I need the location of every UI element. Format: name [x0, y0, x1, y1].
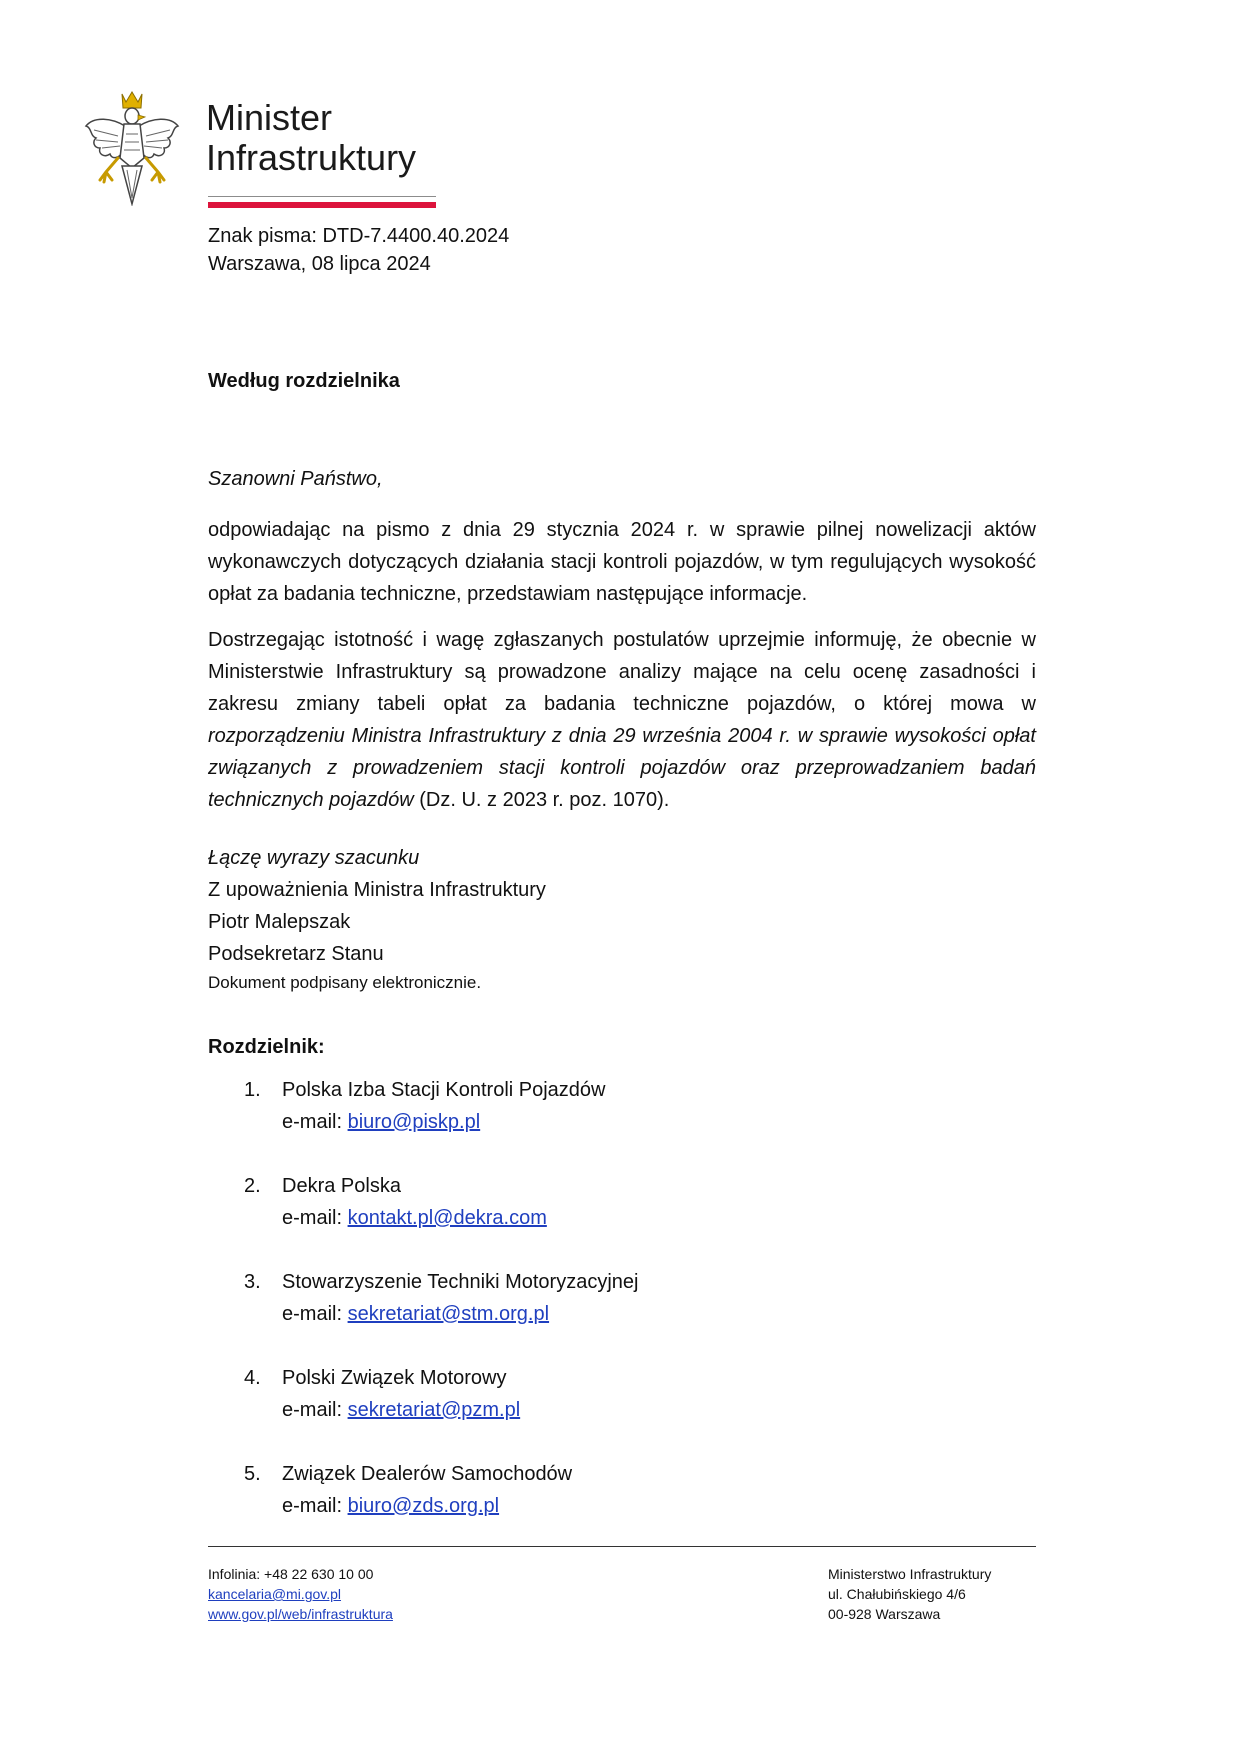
header-accent-bar [208, 202, 436, 208]
footer-street: ul. Chałubińskiego 4/6 [828, 1586, 966, 1602]
distribution-heading: Rozdzielnik: [208, 1036, 325, 1058]
item-number: 1. [244, 1079, 261, 1101]
item-organization: Polska Izba Stacji Kontroli Pojazdów [282, 1079, 606, 1101]
item-email-line [282, 1298, 549, 1330]
signature-authority: Z upoważnienia Ministra Infrastruktury [208, 879, 546, 901]
email-link[interactable]: biuro@piskp.pl [347, 1111, 481, 1133]
item-organization: Polski Związek Motorowy [282, 1367, 507, 1389]
header-divider [208, 196, 436, 197]
email-link[interactable]: sekretariat@pzm.pl [347, 1399, 521, 1421]
ministry-title-line2: Infrastruktury [206, 137, 417, 178]
item-organization: Związek Dealerów Samochodów [282, 1463, 573, 1485]
body-paragraph-2 [208, 624, 1036, 816]
salutation: Szanowni Państwo, [208, 468, 383, 490]
footer-phone: Infolinia: +48 22 630 10 00 [208, 1566, 374, 1582]
email-link[interactable]: kontakt.pl@dekra.com [347, 1207, 547, 1229]
item-number: 5. [244, 1463, 261, 1485]
item-email-line [282, 1490, 499, 1522]
email-label: e-mail: [282, 1207, 348, 1229]
addressee: Według rozdzielnika [208, 370, 400, 392]
paragraph2-intro: Dostrzegając istotność i wagę zgłaszanych postulatów uprzejmie informuję, że obecnie w Ministerstwie Infrastruktury są prowadzone analizy mające na celu ocenę zasadności i zakresu zmiany tabeli opłat za badania techniczne pojazdów, o której mowa w [208, 629, 1036, 715]
closing-phrase: Łączę wyrazy szacunku [208, 847, 420, 869]
regulation-title: rozporządzeniu Ministra Infrastruktury z dnia 29 września 2004 r. w sprawie wysokości opłat związanych z prowadzeniem stacji kontroli pojazdów oraz przeprowadzaniem badań technicznych pojazdów [208, 725, 1036, 811]
email-label: e-mail: [282, 1495, 348, 1517]
item-email-line [282, 1394, 520, 1426]
footer-address [828, 1564, 991, 1624]
ministry-title-line1: Minister [206, 97, 333, 138]
item-email-line [282, 1106, 480, 1138]
electronic-signature-note: Dokument podpisany elektronicznie. [208, 973, 482, 992]
footer-contact [208, 1564, 393, 1624]
letter-date: Warszawa, 08 lipca 2024 [208, 253, 431, 275]
email-link[interactable]: sekretariat@stm.org.pl [347, 1303, 550, 1325]
footer-website-link[interactable]: www.gov.pl/web/infrastruktura [208, 1606, 393, 1622]
footer-ministry-name: Ministerstwo Infrastruktury [828, 1566, 992, 1582]
item-email-line [282, 1202, 547, 1234]
reference-number: Znak pisma: DTD-7.4400.40.2024 [208, 225, 510, 247]
email-link[interactable]: biuro@zds.org.pl [347, 1495, 500, 1517]
email-label: e-mail: [282, 1111, 348, 1133]
body-paragraph-1: odpowiadając na pismo z dnia 29 stycznia 2024 r. w sprawie pilnej nowelizacji aktów wykonawczych dotyczących działania stacji kontroli pojazdów, w tym regulujących wysokość opłat za badania techniczne, przedstawiam następujące informacje. [208, 519, 1036, 605]
footer-city: 00-928 Warszawa [828, 1606, 941, 1622]
item-organization: Dekra Polska [282, 1175, 401, 1197]
signer-name: Piotr Malepszak [208, 911, 351, 933]
item-number: 3. [244, 1271, 261, 1293]
item-organization: Stowarzyszenie Techniki Motoryzacyjnej [282, 1271, 639, 1293]
email-label: e-mail: [282, 1399, 348, 1421]
footer-email-link[interactable]: kancelaria@mi.gov.pl [208, 1586, 342, 1602]
item-number: 4. [244, 1367, 261, 1389]
email-label: e-mail: [282, 1303, 348, 1325]
regulation-citation: (Dz. U. z 2023 r. poz. 1070). [413, 789, 670, 811]
eagle-emblem-icon [82, 88, 182, 206]
item-number: 2. [244, 1175, 261, 1197]
signer-position: Podsekretarz Stanu [208, 943, 384, 965]
footer-divider [208, 1546, 1036, 1547]
